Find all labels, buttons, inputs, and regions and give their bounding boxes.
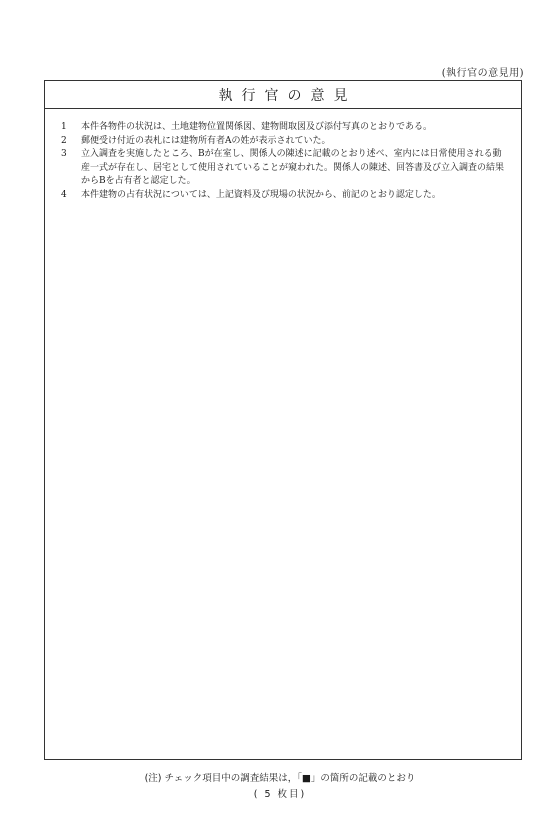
- item-text: 本件建物の占有状況については、上記資料及び現場の状況から、前記のとおり認定した。: [81, 189, 441, 200]
- list-item: [59, 148, 507, 189]
- list-item: [59, 135, 507, 149]
- page-count: ( 5 枚目): [253, 789, 307, 800]
- footer-note: (注) チェック項目中の調査結果は，「■」の箇所の記載のとおり: [144, 773, 416, 784]
- item-number: 4: [61, 189, 67, 200]
- list-item: [59, 189, 507, 203]
- item-number: 3: [61, 149, 67, 159]
- item-number: 1: [61, 122, 67, 132]
- form-label: (執行官の意見用): [441, 68, 524, 79]
- opinion-list: [45, 109, 521, 202]
- section-title: 執行官の意見: [218, 87, 357, 104]
- item-text: 本件各物件の状況は、土地建物位置関係図、建物間取図及び添付写真のとおりである。: [81, 122, 433, 132]
- item-text: 郵便受け付近の表札には建物所有者Aの姓が表示されていた。: [81, 135, 331, 146]
- item-text: 立入調査を実施したところ、Bが在室し、関係人の陳述に記載のとおり述べ、室内には日常使用される動産一式が存在し、居宅として使用されていることが窺われた。関係人の陳述、回答書及び立入調査の結果からBを占有者と認定した。: [81, 149, 505, 186]
- item-number: 2: [61, 135, 67, 146]
- list-item: [59, 121, 507, 135]
- section-header: [45, 81, 521, 109]
- opinion-frame: [44, 80, 522, 760]
